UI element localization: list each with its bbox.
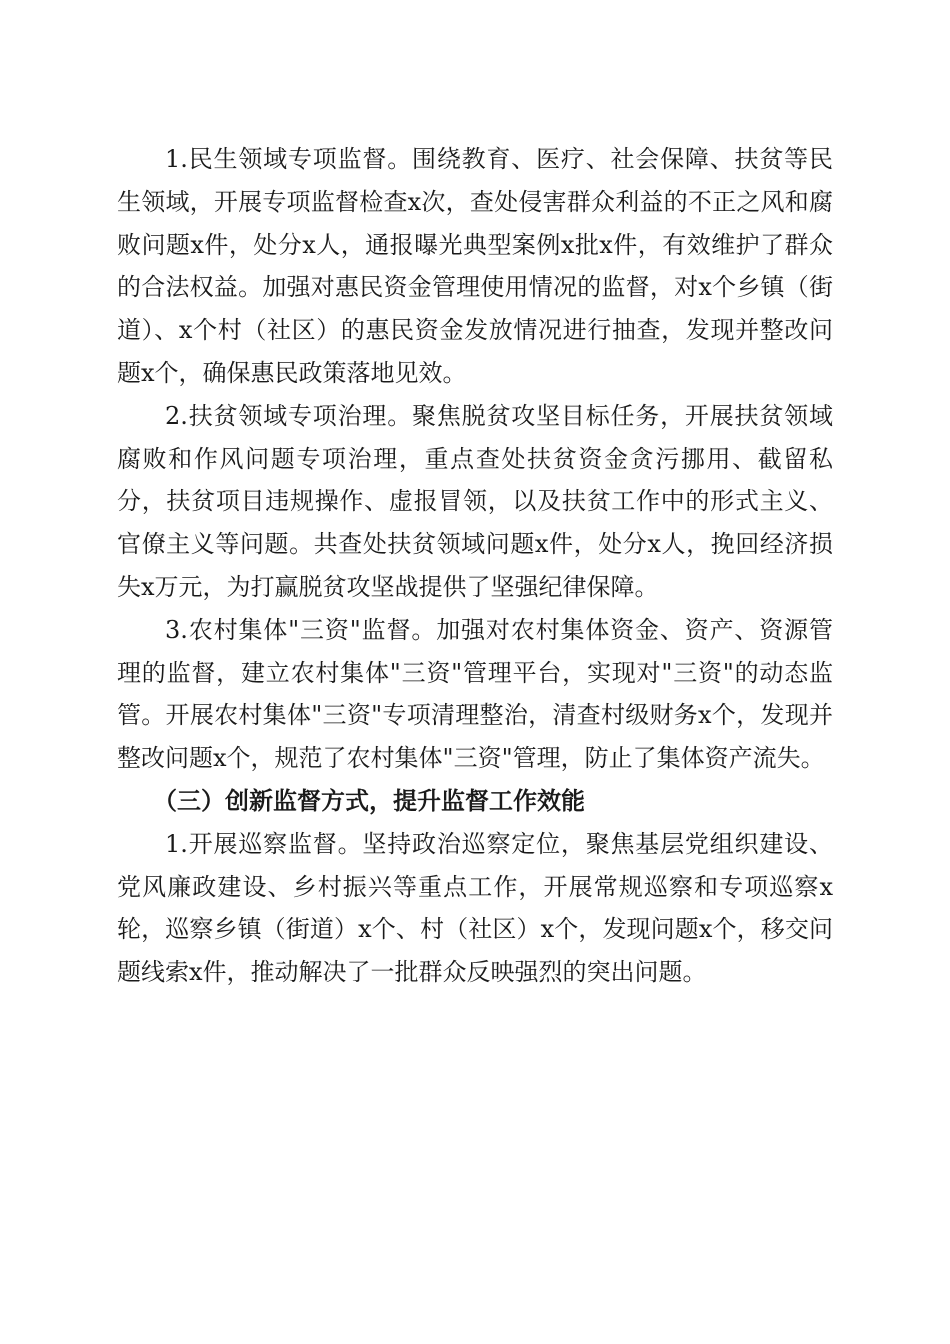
paragraph-livelihood-supervision: 1.民生领域专项监督。围绕教育、医疗、社会保障、扶贫等民生领域，开展专项监督检查x次，查处侵害群众利益的不正之风和腐败问题x件，处分x人，通报曝光典型案例x批x件，有效维护了群众的合法权益。加强对惠民资金管理使用情况的监督，对x个乡镇（街道）、x个村（社区）的惠民资金发放情况进行抽查，发现并整改问题x个，确保惠民政策落地见效。: [117, 145, 833, 387]
section-heading: （三）创新监督方式，提升监督工作效能: [153, 785, 585, 815]
paragraph-poverty-governance: 2.扶贫领域专项治理。聚焦脱贫攻坚目标任务，开展扶贫领域腐败和作风问题专项治理，重点查处扶贫资金贪污挪用、截留私分，扶贫项目违规操作、虚报冒领，以及扶贫工作中的形式主义、官僚主义等问题。共查处扶贫领域问题x件，处分x人，挽回经济损失x万元，为打赢脱贫攻坚战提供了坚强纪律保障。: [117, 401, 833, 601]
paragraph-inspection-supervision: 1.开展巡察监督。坚持政治巡察定位，聚焦基层党组织建设、党风廉政建设、乡村振兴等重点工作，开展常规巡察和专项巡察x轮，巡察乡镇（街道）x个、村（社区）x个，发现问题x个，移交问题线索x件，推动解决了一批群众反映强烈的突出问题。: [117, 829, 833, 987]
paragraph-rural-assets-supervision: 3.农村集体"三资"监督。加强对农村集体资金、资产、资源管理的监督，建立农村集体"三资"管理平台，实现对"三资"的动态监管。开展农村集体"三资"专项清理整治，清查村级财务x个，发现并整改问题x个，规范了农村集体"三资"管理，防止了集体资产流失。: [117, 615, 833, 773]
document-body: [117, 138, 833, 994]
